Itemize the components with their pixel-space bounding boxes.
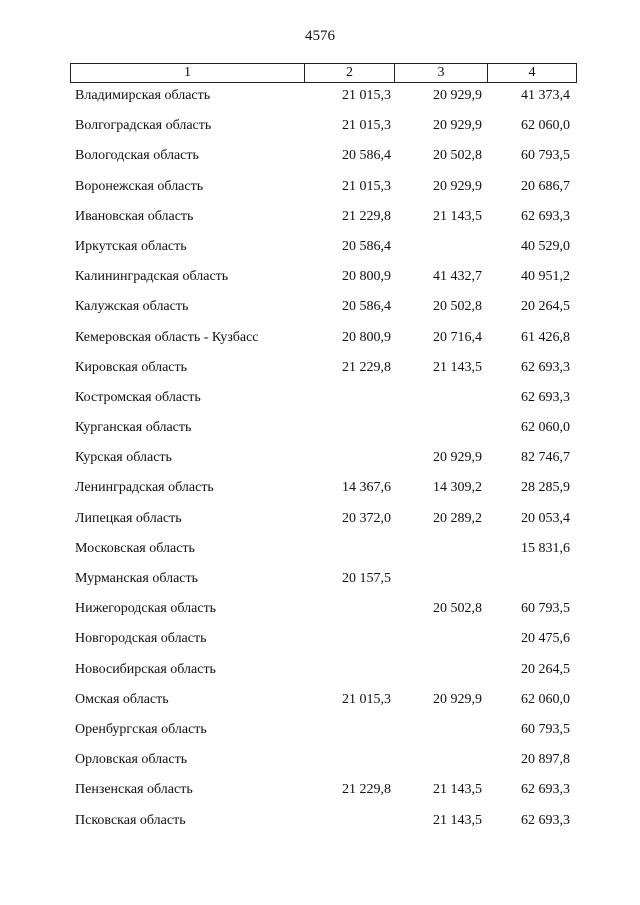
region-name: Орловская область — [75, 752, 188, 768]
value-col-2: 20 586,4 — [342, 238, 391, 254]
header-col-2: 2 — [305, 64, 395, 82]
page-number: 4576 — [305, 28, 335, 44]
value-col-4: 40 529,0 — [521, 238, 570, 254]
value-col-3: 20 289,2 — [433, 510, 482, 526]
value-col-4: 62 693,3 — [521, 208, 570, 224]
table-row — [0, 262, 640, 292]
value-col-4: 62 693,3 — [521, 812, 570, 828]
header-col-4: 4 — [528, 65, 536, 80]
table-row — [0, 806, 640, 836]
value-col-3: 20 502,8 — [433, 299, 482, 315]
region-name: Новгородская область — [75, 631, 207, 647]
table-row — [0, 534, 640, 564]
region-name: Ленинградская область — [75, 480, 214, 496]
value-col-3: 20 929,9 — [433, 178, 482, 194]
table-row — [0, 353, 640, 383]
table-row — [0, 685, 640, 715]
value-col-3: 21 143,5 — [433, 208, 482, 224]
table-row — [0, 473, 640, 503]
region-name: Курганская область — [75, 420, 192, 436]
value-col-3: 21 143,5 — [433, 359, 482, 375]
table-row — [0, 111, 640, 141]
table-row — [0, 564, 640, 594]
table-row — [0, 624, 640, 654]
region-name: Московская область — [75, 540, 195, 556]
header-col-1: 1 — [71, 64, 305, 82]
value-col-4: 62 693,3 — [521, 782, 570, 798]
value-col-4: 20 686,7 — [521, 178, 570, 194]
table-row — [0, 383, 640, 413]
value-col-3: 20 502,8 — [433, 601, 482, 617]
region-name: Кировская область — [75, 359, 188, 375]
value-col-3: 20 929,9 — [433, 88, 482, 103]
value-col-4: 20 053,4 — [521, 510, 570, 526]
region-name: Ивановская область — [75, 208, 194, 224]
value-col-2: 21 229,8 — [342, 208, 391, 224]
region-name: Калининградская область — [75, 269, 229, 285]
region-name: Калужская область — [75, 299, 189, 315]
value-col-4: 62 693,3 — [521, 389, 570, 405]
value-col-3: 21 143,5 — [433, 782, 482, 798]
region-name: Оренбургская область — [75, 721, 207, 737]
value-col-4: 60 793,5 — [521, 721, 570, 737]
value-col-4: 61 426,8 — [521, 329, 570, 345]
region-name: Волгоградская область — [75, 118, 212, 134]
region-name: Нижегородская область — [75, 601, 217, 617]
table-row — [0, 292, 640, 322]
value-col-4: 41 373,4 — [521, 88, 570, 103]
value-col-3: 21 143,5 — [433, 812, 482, 828]
value-col-2: 21 015,3 — [342, 178, 391, 194]
value-col-2: 21 229,8 — [342, 359, 391, 375]
region-name: Липецкая область — [75, 510, 182, 526]
value-col-4: 62 693,3 — [521, 359, 570, 375]
value-col-4: 20 264,5 — [521, 661, 570, 677]
value-col-4: 62 060,0 — [521, 420, 570, 436]
table-row — [0, 715, 640, 745]
value-col-2: 20 372,0 — [342, 510, 391, 526]
table-row — [0, 655, 640, 685]
region-name: Омская область — [75, 691, 169, 707]
value-col-3: 41 432,7 — [433, 269, 482, 285]
value-col-3: 20 929,9 — [433, 450, 482, 466]
table-row — [0, 141, 640, 171]
region-name: Воронежская область — [75, 178, 204, 194]
value-col-2: 14 367,6 — [342, 480, 391, 496]
region-name: Костромская область — [75, 389, 201, 405]
value-col-3: 20 502,8 — [433, 148, 482, 164]
value-col-2: 20 586,4 — [342, 148, 391, 164]
table-row — [0, 81, 640, 111]
value-col-2: 21 229,8 — [342, 782, 391, 798]
table-row — [0, 504, 640, 534]
region-name: Вологодская область — [75, 148, 199, 164]
value-col-4: 62 060,0 — [521, 691, 570, 707]
value-col-2: 21 015,3 — [342, 88, 391, 103]
value-col-2: 21 015,3 — [342, 691, 391, 707]
table-row — [0, 594, 640, 624]
region-name: Кемеровская область - Кузбасс — [75, 329, 259, 345]
value-col-3: 20 716,4 — [433, 329, 482, 345]
table-row — [0, 775, 640, 805]
table-row — [0, 232, 640, 262]
value-col-4: 20 264,5 — [521, 299, 570, 315]
header-col-3: 3 — [395, 64, 488, 82]
region-name: Владимирская область — [75, 88, 211, 103]
value-col-4: 60 793,5 — [521, 601, 570, 617]
table-row — [0, 745, 640, 775]
value-col-4: 82 746,7 — [521, 450, 570, 466]
value-col-4: 20 475,6 — [521, 631, 570, 647]
region-name: Мурманская область — [75, 571, 199, 586]
table-row — [0, 443, 640, 473]
region-name: Новосибирская область — [75, 661, 216, 677]
value-col-3: 14 309,2 — [433, 480, 482, 496]
value-col-3: 20 929,9 — [433, 691, 482, 707]
region-name: Курская область — [75, 450, 172, 466]
value-col-2: 20 800,9 — [342, 329, 391, 345]
value-col-4: 20 897,8 — [521, 752, 570, 768]
value-col-4: 15 831,6 — [521, 540, 570, 556]
value-col-2: 20 157,5 — [342, 571, 391, 586]
region-name: Псковская область — [75, 812, 186, 828]
region-name: Пензенская область — [75, 782, 193, 798]
table-header — [70, 63, 577, 83]
table-body — [0, 81, 640, 836]
value-col-4: 28 285,9 — [521, 480, 570, 496]
region-name: Иркутская область — [75, 238, 187, 254]
value-col-4: 60 793,5 — [521, 148, 570, 164]
value-col-4: 40 951,2 — [521, 269, 570, 285]
table-row — [0, 323, 640, 353]
value-col-3: 20 929,9 — [433, 118, 482, 134]
table-row — [0, 172, 640, 202]
table-row — [0, 413, 640, 443]
value-col-2: 20 586,4 — [342, 299, 391, 315]
table-row — [0, 202, 640, 232]
value-col-4: 62 060,0 — [521, 118, 570, 134]
value-col-2: 21 015,3 — [342, 118, 391, 134]
value-col-2: 20 800,9 — [342, 269, 391, 285]
